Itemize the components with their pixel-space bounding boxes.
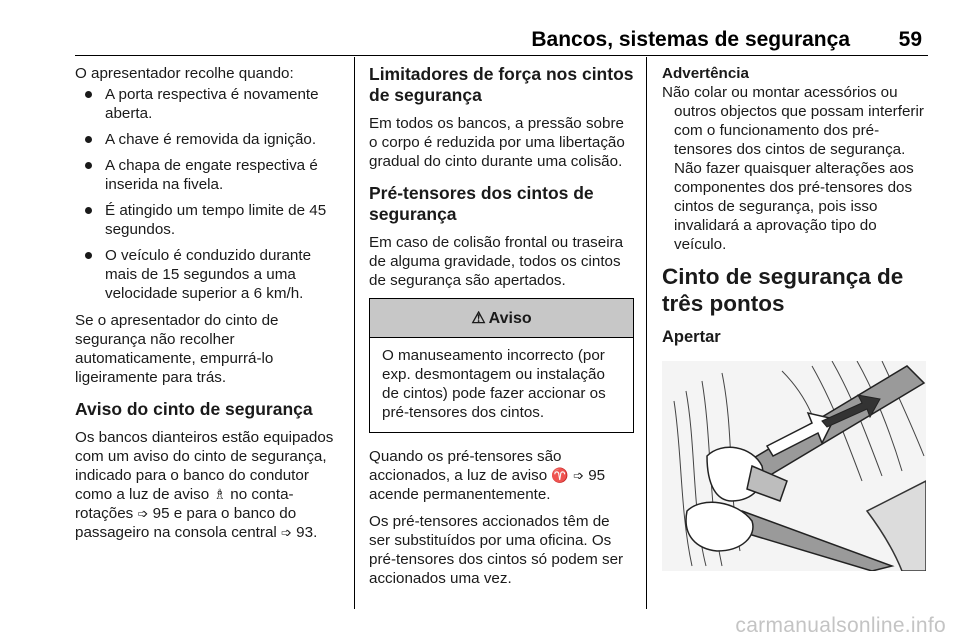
retract-conditions-list xyxy=(75,85,343,303)
airbag-warning-icon: ♈ xyxy=(551,467,569,483)
force-limiters-paragraph: Em todos os bancos, a pressão sobre o corpo é reduzida por uma libertação gradual do cinto durante uma colisão. xyxy=(369,115,625,170)
bullet-dot xyxy=(85,207,92,214)
bullet-dot xyxy=(85,136,92,143)
section-heading-pretensioners: Pré-tensores dos cintos de segurança xyxy=(369,183,594,224)
cross-reference-icon: ➩ xyxy=(137,506,149,521)
pretensioner-activation-paragraph: Quando os pré-tensores são accionados, a luz de aviso ♈ ➩ 95 acende permanentemente. xyxy=(369,448,606,503)
list-item: O veículo é conduzido durante mais de 15 segundos a uma velocidade superior a 6 km/h. xyxy=(75,246,343,303)
cross-reference-icon: ➩ xyxy=(573,468,584,483)
column-left xyxy=(75,64,343,542)
column-right xyxy=(662,64,932,571)
warning-triangle-icon: ⚠ xyxy=(471,309,486,327)
bullet-dot xyxy=(85,162,92,169)
subheading-fasten: Apertar xyxy=(662,328,721,346)
seatbelt-fastening-illustration xyxy=(662,361,926,571)
section-heading-force-limiters: Limitadores de força nos cintos de segurança xyxy=(369,64,634,105)
presenter-paragraph: Se o apresentador do cinto de segurança não recolher automaticamente, empurrá-lo ligeiramente para trás. xyxy=(75,312,279,386)
bullet-dot xyxy=(85,252,92,259)
warning-box xyxy=(369,298,634,433)
section-heading-belt-reminder: Aviso do cinto de segurança xyxy=(75,399,313,419)
column-divider-right xyxy=(646,57,647,609)
column-middle xyxy=(369,64,634,588)
bullet-dot xyxy=(85,91,92,98)
warning-box-body: O manuseamento incorrecto (por exp. desmontagem ou instalação de cintos) pode fazer accionar os pré-tensores dos cintos. xyxy=(382,347,606,421)
section-heading-three-point-belt: Cinto de segurança de três pontos xyxy=(662,264,904,316)
list-item: A chave é removida da ignição. xyxy=(75,130,343,149)
column-divider-left xyxy=(354,57,355,609)
seatbelt-warning-icon: ♗ xyxy=(213,486,227,502)
pretensioner-replacement-paragraph: Os pré-tensores accionados têm de ser substituídos por uma oficina. Os pré-tensores dos cintos só podem ser accionados uma vez. xyxy=(369,513,624,587)
intro-text: O apresentador recolhe quando: xyxy=(75,65,294,82)
pretensioners-paragraph: Em caso de colisão frontal ou traseira de alguma gravidade, todos os cintos de segurança são apertados. xyxy=(369,234,624,289)
advertencia-title: Advertência xyxy=(662,65,749,82)
page-number: 59 xyxy=(898,28,922,51)
warning-box-title: ⚠ Aviso xyxy=(370,299,633,338)
cross-reference-icon: ➩ xyxy=(281,525,292,540)
list-item: É atingido um tempo limite de 45 segundos. xyxy=(75,201,343,239)
watermark: carmanualsonline.info xyxy=(735,614,946,637)
page-header-title: Bancos, sistemas de segurança xyxy=(531,28,850,51)
list-item: A chapa de engate respectiva é inserida na fivela. xyxy=(75,156,343,194)
list-item: A porta respectiva é novamente aberta. xyxy=(75,85,343,123)
header-rule xyxy=(75,55,928,56)
belt-reminder-paragraph: Os bancos dianteiros estão equipados com um aviso do cinto de segurança, indicado para o banco do condutor como a luz de aviso ♗ no conta-rotações ➩ 95 e para o banco do passageiro na consola central ➩ 93. xyxy=(75,429,334,541)
advertencia-text: Não colar ou montar acessórios ou outros objectos que possam interferir com o funcionamento dos pré-tensores dos cintos de segurança. Não fazer quaisquer alterações aos componentes dos pré-tensores dos cintos de segurança, pois isso invalidará a aprovação tipo do veículo. xyxy=(662,84,924,253)
